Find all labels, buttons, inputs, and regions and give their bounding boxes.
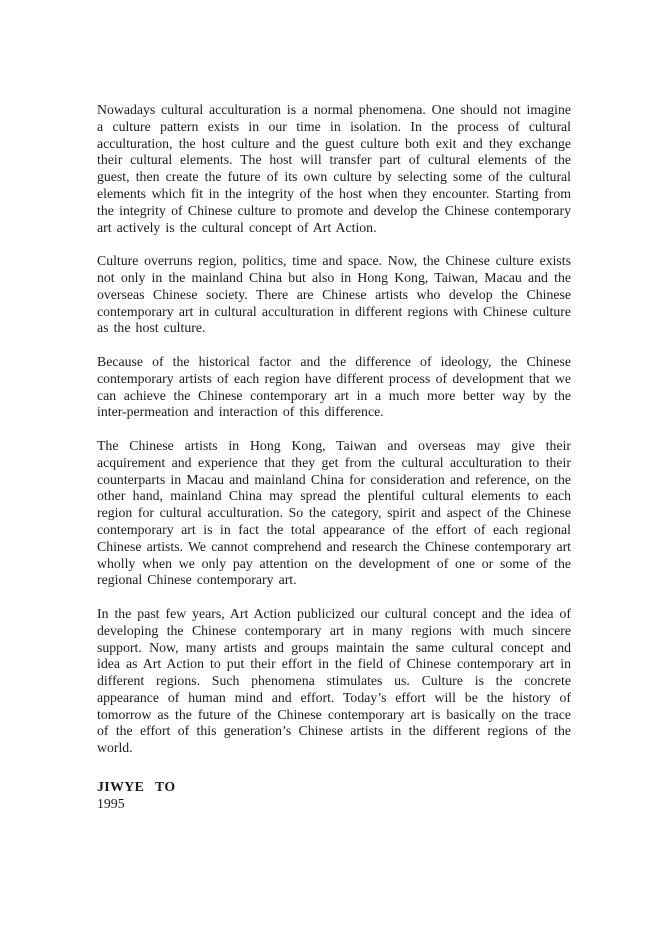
document-body: [97, 102, 571, 813]
paragraph-2: Culture overruns region, politics, time and space. Now, the Chinese culture exists not only in the mainland China but also in Hong Kong, Taiwan, Macau and the overseas Chinese society. There are Chinese artists who develop the Chinese contemporary art in cultural acculturation in different regions with Chinese culture as the host culture.: [97, 253, 571, 336]
signature-name: JIWYE TO: [97, 779, 176, 795]
signature-block: [97, 779, 571, 813]
paragraph-3: Because of the historical factor and the difference of ideology, the Chinese contemporary artists of each region have different process of development that we can achieve the Chinese contemporary art in a much more better way by the inter-permeation and interaction of this difference.: [97, 353, 571, 420]
paragraph-5: In the past few years, Art Action publicized our cultural concept and the idea of developing the Chinese contemporary art in many regions with much sincere support. Now, many artists and groups maintain the same cultural concept and idea as Art Action to put their effort in the field of Chinese contemporary art in different regions. Such phenomena stimulates us. Culture is the concrete appearance of human mind and effort. Today’s effort will be the history of tomorrow as the future of the Chinese contemporary art is basically on the trace of the effort of this generation’s Chinese artists in the different regions of the world.: [97, 605, 571, 756]
paragraph-4: The Chinese artists in Hong Kong, Taiwan and overseas may give their acquirement and experience that they get from the cultural acculturation to their counterparts in Macau and mainland China for consideration and reference, on the other hand, mainland China may spread the plentiful cultural elements to each region for cultural acculturation. So the category, spirit and aspect of the Chinese contemporary art is in fact the total appearance of the effort of each regional Chinese artists. We cannot comprehend and research the Chinese contemporary art wholly when we only pay attention on the development of one or some of the regional Chinese contemporary art.: [97, 437, 571, 588]
signature-year: 1995: [97, 795, 125, 811]
paragraph-1: Nowadays cultural acculturation is a normal phenomena. One should not imagine a culture pattern exists in our time in isolation. In the process of cultural acculturation, the host culture and the guest culture both exit and they exchange their cultural elements. The host will transfer part of cultural elements of the guest, then create the future of its own culture by selecting some of the cultural elements which fit in the integrity of the host when they encounter. Starting from the integrity of Chinese culture to promote and develop the Chinese contemporary art actively is the cultural concept of Art Action.: [97, 102, 571, 235]
